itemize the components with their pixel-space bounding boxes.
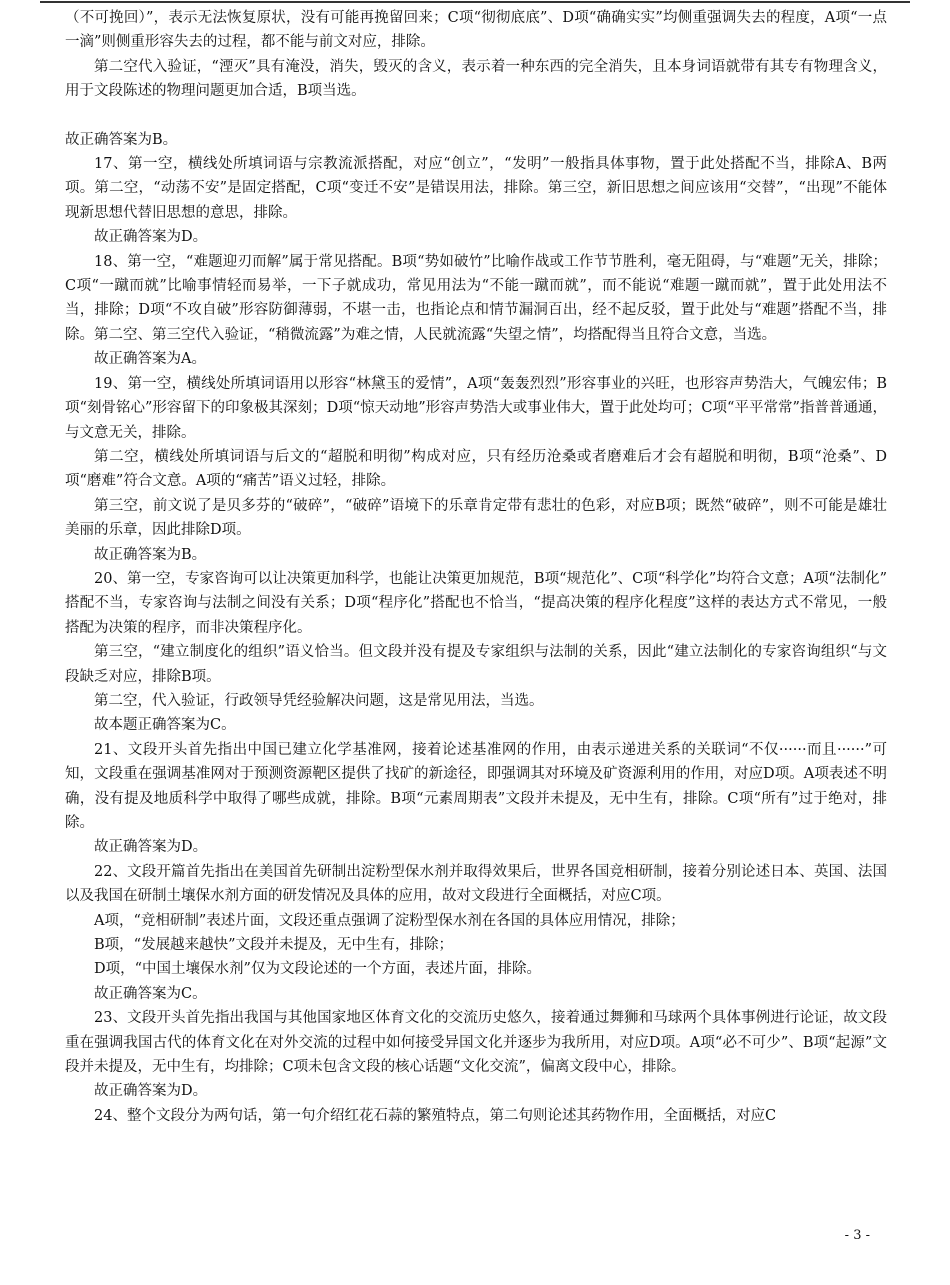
question-24: 24、整个文段分为两句话，第一句介绍红花石蒜的繁殖特点，第二句则论述其药物作用，全面概括，对应C xyxy=(94,1107,777,1124)
paragraph: 第三空，“建立制度化的组织”语义恰当。但文段并没有提及专家组织与法制的关系，因此“建立法制化的专家咨询组织“与文段缺乏对应，排除B项。 xyxy=(65,644,887,685)
answer-line: 故正确答案为A。 xyxy=(94,351,206,368)
paragraph: 第二空，横线处所填词语与后文的“超脱和明彻”构成对应，只有经历沧桑或者磨难后才会有超脱和明彻，B项“沧桑”、D项“磨难”符合文意。A项的“痛苦”语义过轻，排除。 xyxy=(65,448,887,490)
answer-line: 故正确答案为D。 xyxy=(94,229,208,246)
question-19: 19、第一空，横线处所填词语用以形容“林黛玉的爱情”，A项“轰轰烈烈”形容事业的兴旺，也形容声势浩大，气魄宏伟；B项“刻骨铭心”形容留下的印象极其深刻；D项“惊天动地”形容声势浩大或事业伟大，置于此处均可；C项“平平常常”指普普通通，与文意无关，排除。 xyxy=(65,375,887,441)
paragraph: 第三空，前文说了是贝多芬的“破碎”，“破碎”语境下的乐章肯定带有悲壮的色彩，对应B项；既然“破碎”，则不可能是雄壮美丽的乐章，因此排除D项。 xyxy=(65,497,887,539)
answer-line: 故正确答案为B。 xyxy=(65,131,178,148)
question-21: 21、文段开头首先指出中国已建立化学基准网，接着论述基准网的作用，由表示递进关系的关联词“不仅······而且······”可知，文段重在强调基准网对于预测资源靶区提供了找矿的新途径，即强调其对环境及矿资源利用的作用，对应D项。A项表述不明确，没有提及地质科学中取得了哪些成就，排除。B项“元素周期表”文段并未提及，无中生有，排除。C项“所有”过于绝对，排除。 xyxy=(65,741,887,831)
question-17: 17、第一空，横线处所填词语与宗教流派搭配，对应“创立”，“发明”一般指具体事物，置于此处搭配不当，排除A、B两项。第二空，“动荡不安”是固定搭配，C项“变迁不安”是错误用法，排除。第三空，新旧思想之间应该用“交替”，“出现”不能体现新思想代替旧思想的意思，排除。 xyxy=(65,156,887,221)
paragraph: A项，“竞相研制”表述片面，文段还重点强调了淀粉型保水剂在各国的具体应用情况，排除； xyxy=(94,912,685,929)
answer-line: 故正确答案为D。 xyxy=(94,1083,208,1100)
answer-line: 故正确答案为C。 xyxy=(94,985,207,1002)
question-18: 18、第一空，“难题迎刃而解”属于常见搭配。B项“势如破竹”比喻作战或工作节节胜利，毫无阻碍，与“难题”无关，排除；C项“一蹴而就”比喻事情轻而易举，一下子就成功，常见用法为“不能一蹴而就”，而不能说“难题一蹴而就”，置于此处用法不当，排除；D项“不攻自破”形容防御薄弱，不堪一击，也指论点和情节漏洞百出，经不起反驳，置于此处与“难题”搭配不当，排除。第二空、第三空代入验证，“稍微流露”为难之情，人民就流露“失望之情”，均搭配得当且符合文意，当选。 xyxy=(65,253,887,343)
paragraph: 第二空，代入验证，行政领导凭经验解决问题，这是常见用法，当选。 xyxy=(94,692,544,709)
answer-line: 故正确答案为B。 xyxy=(94,546,207,563)
question-23: 23、文段开头首先指出我国与其他国家地区体育文化的交流历史悠久，接着通过舞狮和马球两个具体事例进行论证，故文段重在强调我国古代的体育文化在对外交流的过程中如何接受异国文化并逐步为我所用，对应D项。A项“必不可少”、B项“起源”文段并未提及，无中生有，均排除；C项未包含文段的核心话题“文化交流”，偏离文段中心，排除。 xyxy=(65,1010,887,1076)
document-body xyxy=(65,6,902,1128)
paragraph: B项，“发展越来越快”文段并未提及，无中生有，排除； xyxy=(94,937,453,954)
page-number: - 3 - xyxy=(844,1228,870,1243)
answer-line: 故正确答案为D。 xyxy=(94,839,208,856)
paragraph: （不可挽回）”，表示无法恢复原状，没有可能再挽留回来；C项“彻彻底底”、D项“确确实实”均侧重强调失去的程度，A项“一点一滴”则侧重形容失去的过程，都不能与前文对应，排除。 xyxy=(65,10,887,51)
answer-line: 故本题正确答案为C。 xyxy=(94,717,236,734)
question-20: 20、第一空，专家咨询可以让决策更加科学，也能让决策更加规范，B项“规范化”、C项“科学化”均符合文意；A项“法制化” 搭配不当，专家咨询与法制之间没有关系；D项“程序化”搭配也不恰当，“提高决策的程序化程度”这样的表达方式不常见，一般搭配为决策的程序，而非决策程序化。 xyxy=(65,570,902,636)
paragraph: 第二空代入验证，“湮灭”具有淹没，消失，毁灭的含义，表示着一种东西的完全消失，且本身词语就带有其专有物理含义，用于文段陈述的物理问题更加合适，B项当选。 xyxy=(65,58,887,100)
question-22: 22、文段开篇首先指出在美国首先研制出淀粉型保水剂并取得效果后，世界各国竞相研制，接着分别论述日本、英国、法国以及我国在研制土壤保水剂方面的研发情况及具体的应用，故对文段进行全面概括，对应C项。 xyxy=(65,863,887,905)
paragraph: D项，“中国土壤保水剂”仅为文段论述的一个方面，表述片面，排除。 xyxy=(94,961,541,978)
top-rule xyxy=(40,1,910,3)
